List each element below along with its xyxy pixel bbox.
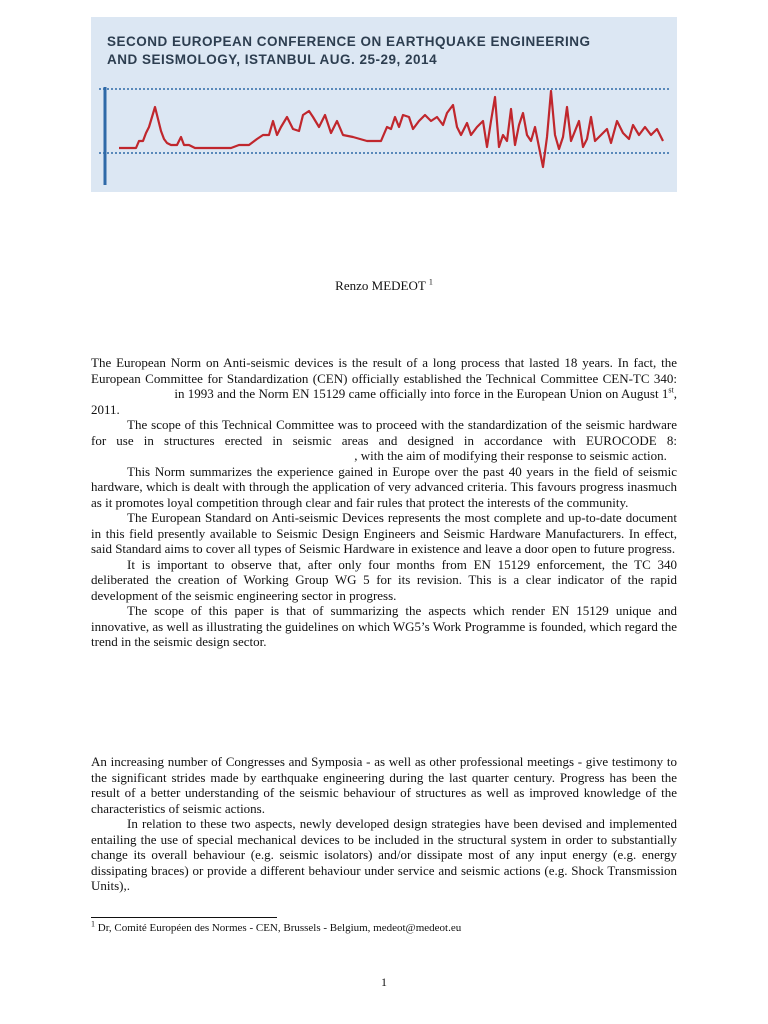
intro-paragraph-2: In relation to these two aspects, newly developed design strategies have been devised and implemented entailing the use of special mechanical devices to be included in the structural system in order to substantially change its overall behaviour (e.g. seismic isolators) and/or dissipate most of any input energy (e.g. energy dissipating braces) or provide a different behaviour under service and seismic actions (e.g. Shock Transmission Units),. bbox=[91, 816, 677, 893]
banner-title-line-2: AND SEISMOLOGY, ISTANBUL AUG. 25-29, 2014 bbox=[107, 52, 438, 67]
seismic-trace bbox=[119, 91, 663, 167]
intro-paragraph-1: An increasing number of Congresses and Symposia - as well as other professional meetings - give testimony to the significant strides made by earthquake engineering during the last quarter century. Progress has been the result of a better understanding of the seismic behaviour of structures as well as improved knowledge of the characteristics of seismic actions. bbox=[91, 754, 677, 816]
footnote-rule bbox=[91, 917, 277, 918]
author-name: Renzo MEDEOT bbox=[335, 278, 426, 293]
abstract-paragraph-2 bbox=[91, 417, 677, 464]
abstract-section bbox=[91, 355, 677, 650]
footnote-text: Dr, Comité Européen des Normes - CEN, Brussels - Belgium, medeot@medeot.eu bbox=[95, 922, 462, 934]
footnote-mark: 1 bbox=[91, 919, 95, 929]
abstract-paragraph-6: The scope of this paper is that of summarizing the aspects which render EN 15129 unique and innovative, as well as illustrating the guidelines on which WG5’s Work Programme is founded, which regard the trend in the seismic design sector. bbox=[91, 603, 677, 649]
abstract-p2-part-a: The scope of this Technical Committee was to proceed with the standardization of the seismic hardware for use in structures erected in seismic areas and designed in accordance with EUROCODE 8: bbox=[91, 417, 677, 448]
abstract-p1-part-c: , 2011. bbox=[91, 386, 677, 417]
banner-title bbox=[107, 33, 667, 69]
conference-banner bbox=[91, 17, 677, 192]
author-line bbox=[0, 278, 768, 294]
author-footnote-mark: 1 bbox=[428, 277, 433, 287]
abstract-p1-part-a: The European Norm on Anti-seismic devices is the result of a long process that lasted 18 years. In fact, the European Committee for Standardization (CEN) officially established the Technical Committee CEN-TC 340: bbox=[91, 355, 677, 386]
abstract-paragraph-4: The European Standard on Anti-seismic Devices represents the most complete and up-to-date document in this field presently available to Seismic Design Engineers and Seismic Hardware Manufacturers. In effect, said Standard aims to cover all types of Seismic Hardware in existence and leave a door open to future progress. bbox=[91, 510, 677, 556]
introduction-section bbox=[91, 754, 677, 894]
abstract-paragraph-5: It is important to observe that, after only four months from EN 15129 enforcement, the TC 340 deliberated the creation of Working Group WG 5 for its revision. This is a clear indicator of the rapid development of the seismic engineering sector in progress. bbox=[91, 556, 677, 603]
footnote bbox=[91, 919, 462, 934]
abstract-p1-superscript: st bbox=[668, 385, 674, 395]
abstract-paragraph-3: This Norm summarizes the experience gained in Europe over the past 40 years in the field of seismic hardware, which is dealt with through the application of very advanced criteria. This favours progress inasmuch as it promotes loyal competition through clear and fair rules that protect the interests of the community. bbox=[91, 463, 677, 510]
abstract-p2-part-b: , with the aim of modifying their response to seismic action. bbox=[354, 448, 667, 463]
abstract-paragraph-1 bbox=[91, 355, 677, 417]
banner-title-line-1: SECOND EUROPEAN CONFERENCE ON EARTHQUAKE ENGINEERING bbox=[107, 34, 591, 49]
page-number: 1 bbox=[381, 975, 387, 989]
abstract-p1-part-b: in 1993 and the Norm EN 15129 came officially into force in the European Union on August 1 bbox=[174, 386, 669, 401]
